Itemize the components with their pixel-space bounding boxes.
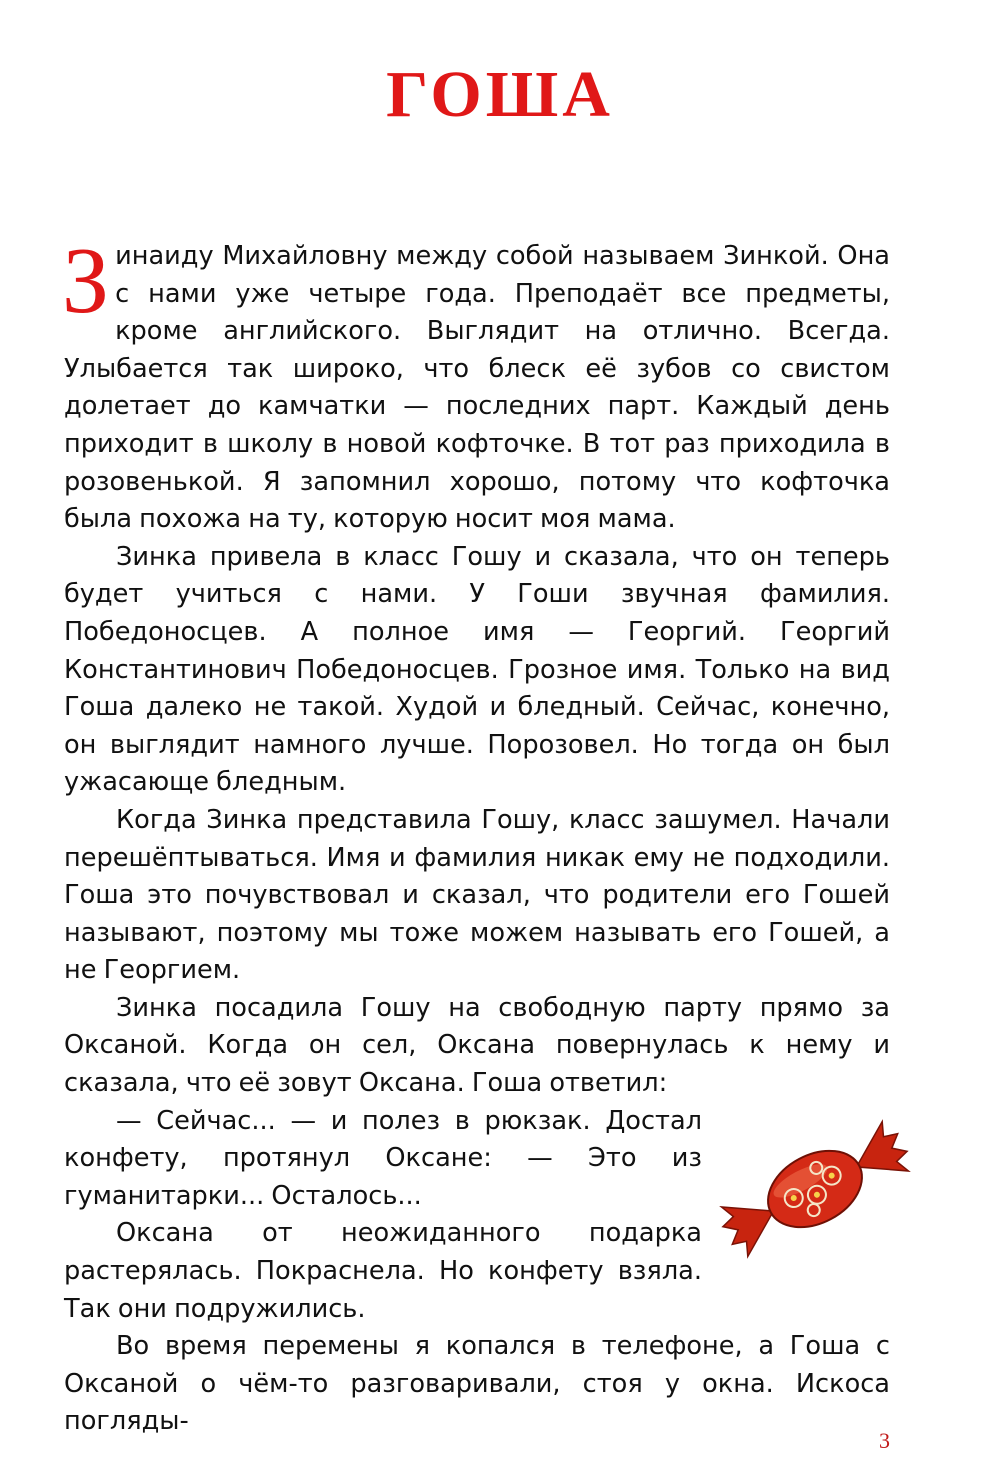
paragraph-7: Во время перемены я копался в телефоне, а Гоша с Оксаной о чём-то разговаривали, стоя у окна. Искоса погляды- [64, 1331, 890, 1437]
paragraph-1 [62, 229, 890, 539]
paragraph-2: Зинка привела в класс Гошу и сказала, что он теперь будет учиться с нами. У Гоши звучная фамилия. Победоносцев. А полное имя — Георгий. Георгий Константинович Победоносцев. Грозное имя. Только на вид Гоша далеко не такой. Худой и бледный. Сейчас, конечно, он выглядит намного лучше. Порозовел. Но тогда он был ужасающе бледным. [64, 541, 890, 798]
page-title: ГОША [386, 58, 614, 131]
paragraph-3: Когда Зинка представила Гошу, класс зашумел. Начали перешёптываться. Имя и фамилия никак ему не подходили. Гоша это почувствовал и сказал, что родители его Гошей называют, поэтому мы тоже можем называть его Гошей, а не Георгием. [64, 804, 890, 986]
paragraph-6: Оксана от неожиданного подарка растерялась. Покраснела. Но конфету взяла. Так они подружились. [64, 1218, 702, 1324]
paragraph-4: Зинка посадила Гошу на свободную парту прямо за Оксаной. Когда он сел, Оксана повернулась к нему и сказала, что её зовут Оксана. Гоша ответил: [64, 992, 890, 1099]
paragraph-1-text: инаиду Михайловну между собой называем Зинкой. Она с нами уже четыре года. Преподаёт все предметы, кроме английского. Выглядит на отлично. Всегда. Улыбается так широко, что блеск её зубов со свистом долетает до камчатки — последних парт. Каждый день приходит в школу в новой кофточке. В тот раз приходила в розовенькой. Я запомнил хорошо, потому что кофточка была похожа на ту, которую носит моя мама. [64, 241, 890, 535]
candy-illustration [710, 1109, 920, 1269]
story-text [62, 229, 890, 1441]
drop-cap: З [62, 229, 110, 333]
paragraph-5: — Сейчас... — и полез в рюкзак. Достал конфету, протянул Оксане: — Это из гуманитарки... Осталось... [64, 1105, 702, 1211]
page-number: 3 [879, 1428, 890, 1453]
candy-body [755, 1135, 875, 1242]
